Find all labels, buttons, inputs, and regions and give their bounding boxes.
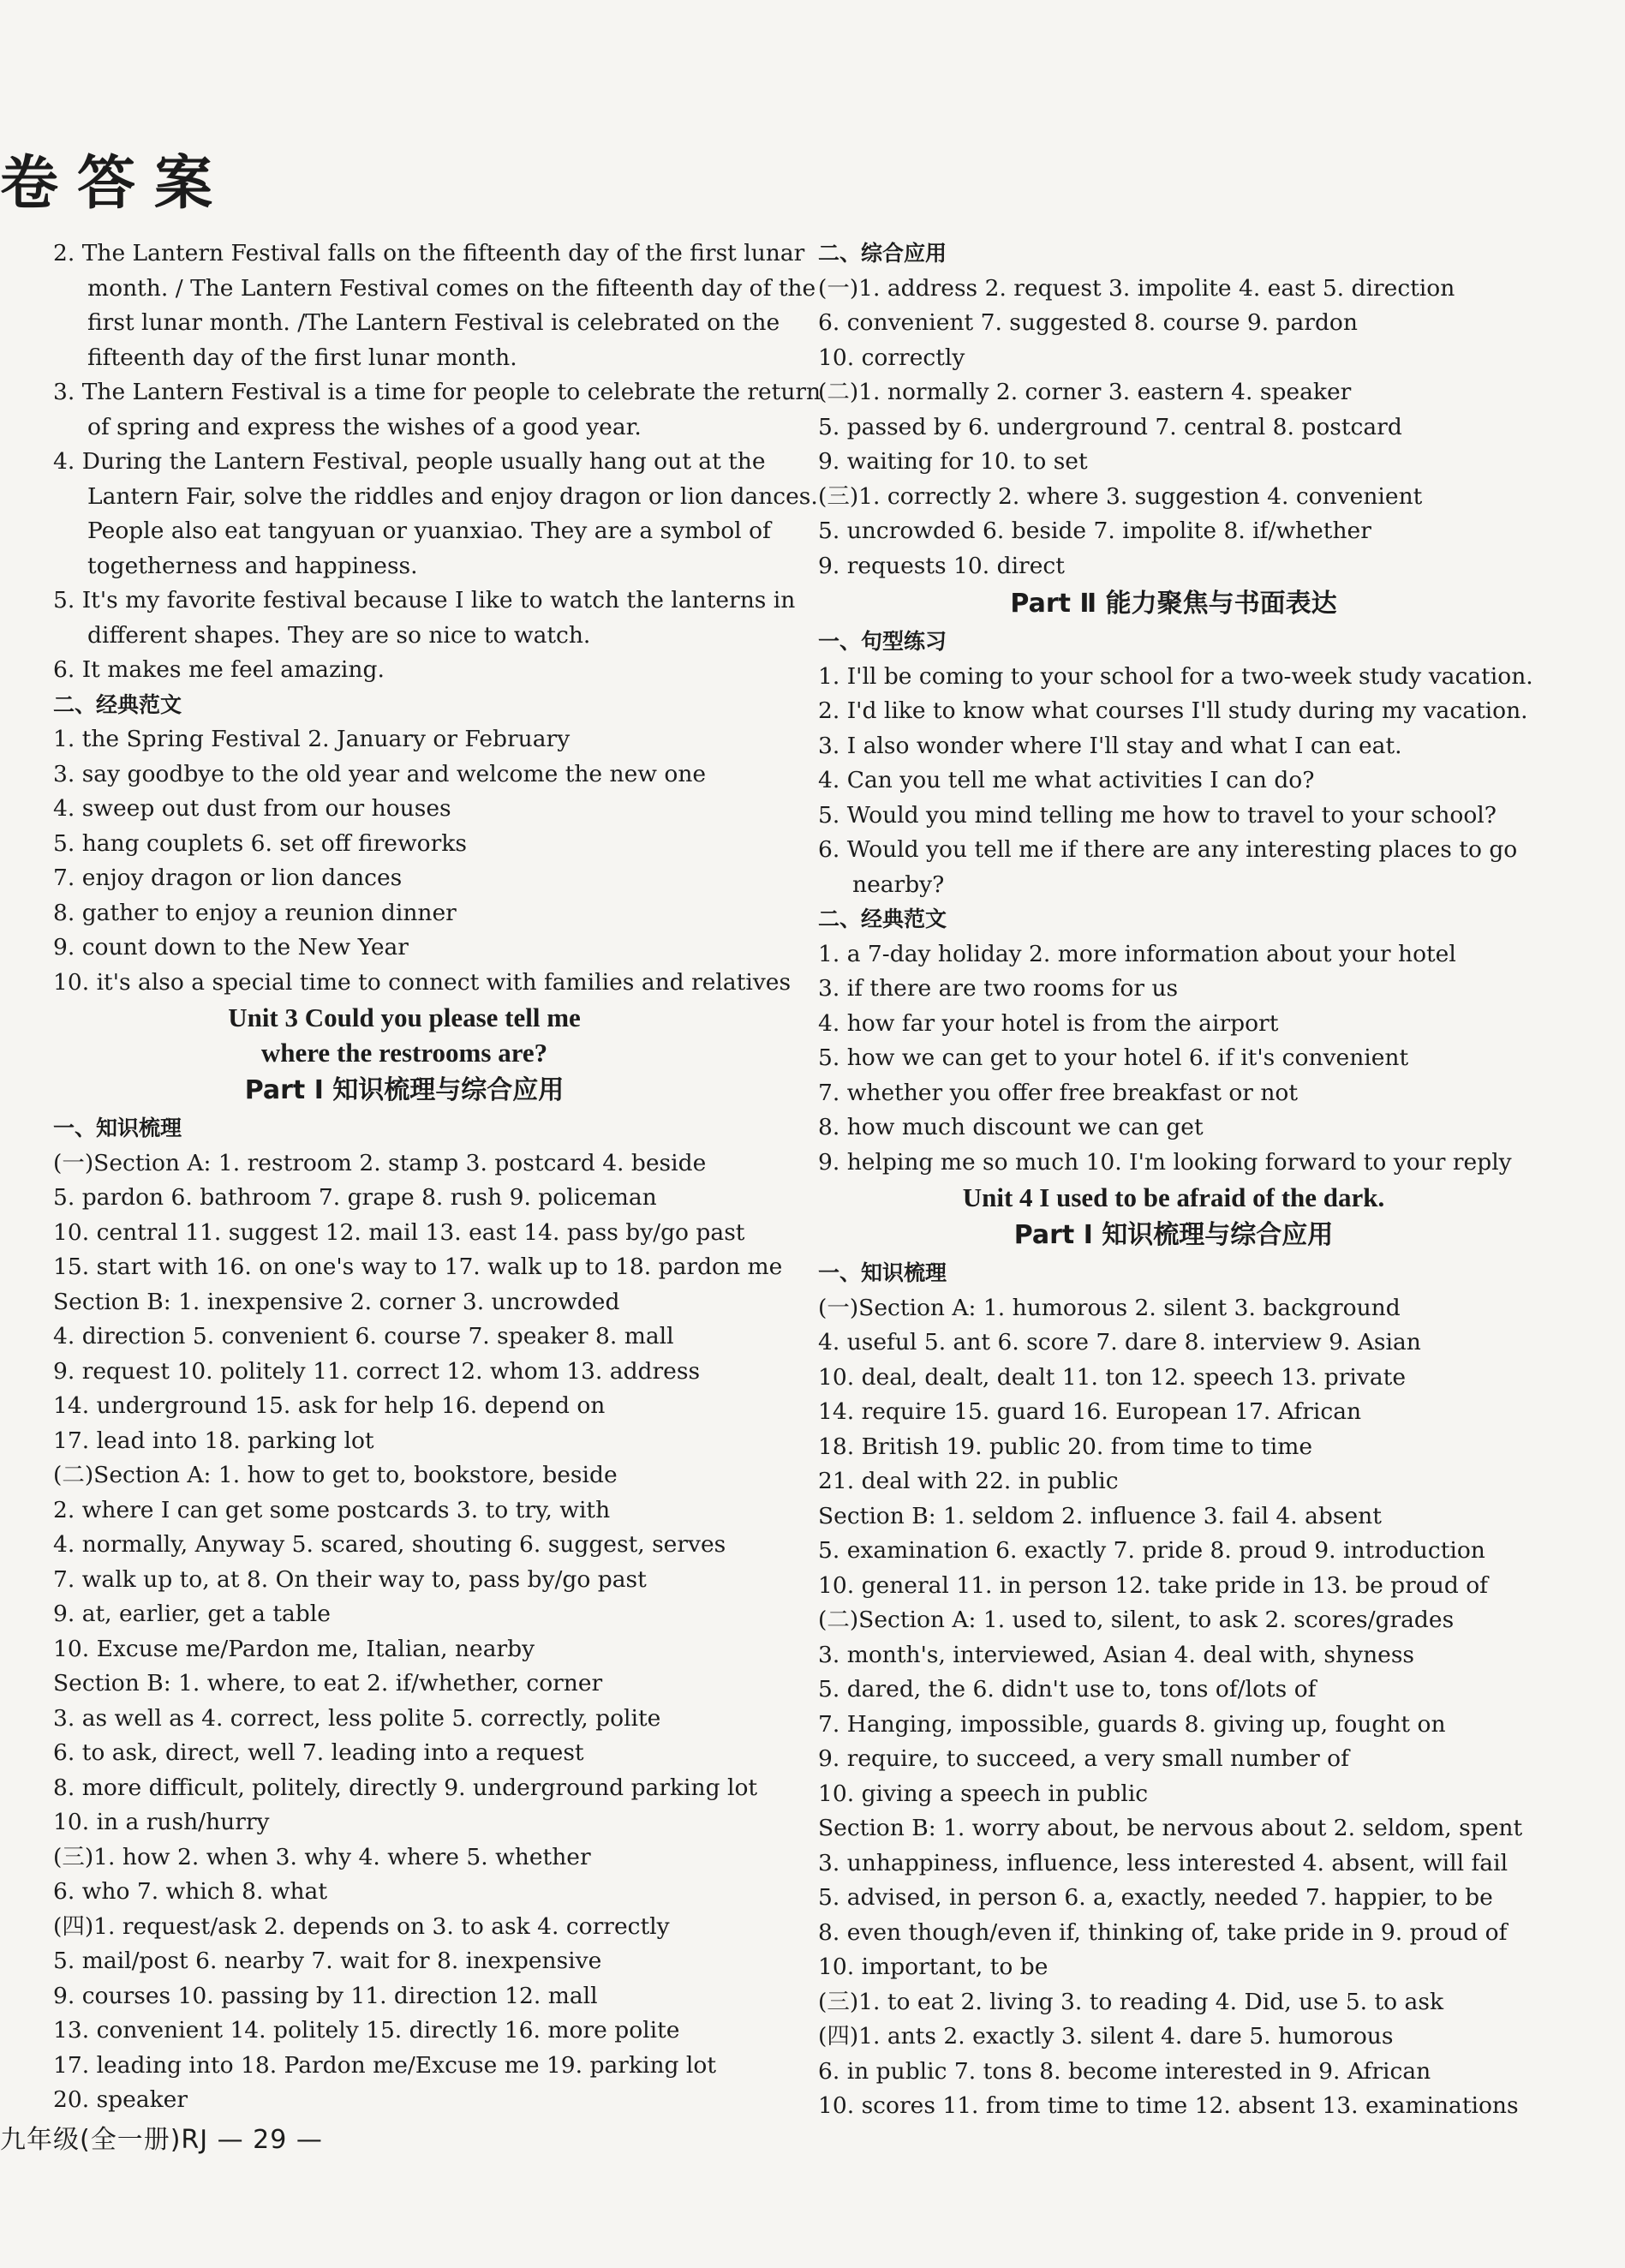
answer-line: 3. as well as 4. correct, less polite 5. correctly, polite [53, 1704, 661, 1732]
answer-line: 3. I also wonder where I'll stay and what I can eat. [818, 732, 1402, 759]
answer-line: 3. The Lantern Festival is a time for people to celebrate the return [53, 379, 821, 405]
answer-line: 2. The Lantern Festival falls on the fifteenth day of the first lunar [53, 240, 805, 266]
answer-line: 1. a 7-day holiday 2. more information about your hotel [818, 940, 1456, 967]
answer-line: 9. request 10. politely 11. correct 12. whom 13. address [53, 1357, 701, 1385]
answer-line: 5. pardon 6. bathroom 7. grape 8. rush 9. policeman [53, 1184, 657, 1211]
part-heading: Part Ⅰ 知识梳理与综合应用 [1013, 1220, 1334, 1250]
answer-line: 8. gather to enjoy a reunion dinner [53, 899, 457, 926]
answer-line: 3. unhappiness, influence, less interested 4. absent, will fail [818, 1849, 1509, 1876]
answer-line: 1. I'll be coming to your school for a two-week study vacation. [818, 662, 1533, 690]
answer-line: 20. speaker [53, 2086, 188, 2113]
unit-heading: Unit 3 Could you please tell me [228, 1002, 581, 1032]
answer-line: 17. lead into 18. parking lot [53, 1427, 374, 1454]
answer-line: (一)Section A: 1. humorous 2. silent 3. background [818, 1294, 1401, 1321]
answer-line: (一)1. address 2. request 3. impolite 4. east 5. direction [818, 274, 1455, 302]
answer-line: 5. how we can get to your hotel 6. if it's convenient [818, 1044, 1409, 1071]
answer-line: 6. who 7. which 8. what [53, 1878, 328, 1905]
answer-line: 5. It's my favorite festival because I like to watch the lanterns in [53, 587, 796, 613]
answer-line: 14. underground 15. ask for help 16. depend on [53, 1392, 606, 1419]
answer-line: Section B: 1. where, to eat 2. if/whether, corner [53, 1670, 603, 1697]
answer-line: 13. convenient 14. politely 15. directly 16. more polite [53, 2017, 680, 2044]
answer-line: 17. leading into 18. Pardon me/Excuse me 19. parking lot [53, 2051, 717, 2079]
answer-line: 2. I'd like to know what courses I'll study during my vacation. [818, 697, 1528, 724]
answer-line: 4. normally, Anyway 5. scared, shouting 6. suggest, serves [53, 1531, 726, 1558]
answer-line: (二)1. normally 2. corner 3. eastern 4. speaker [818, 379, 1352, 405]
answer-line: 8. even though/even if, thinking of, take pride in 9. proud of [818, 1918, 1508, 1946]
answer-line: Section B: 1. inexpensive 2. corner 3. uncrowded [53, 1288, 620, 1315]
answer-line: 6. It makes me feel amazing. [53, 656, 385, 683]
answer-line: (四)1. ants 2. exactly 3. silent 4. dare 5. humorous [818, 2023, 1394, 2050]
answer-line: 18. British 19. public 20. from time to time [818, 1433, 1313, 1460]
answer-line: 1. the Spring Festival 2. January or February [53, 726, 571, 752]
answer-line-continued: different shapes. They are so nice to watch. [87, 621, 591, 649]
answer-line: 4. During the Lantern Festival, people usually hang out at the [53, 448, 766, 475]
answer-line: (二)Section A: 1. how to get to, bookstore, beside [53, 1462, 618, 1488]
unit-heading: where the restrooms are? [260, 1038, 548, 1068]
answer-line-continued: nearby? [852, 871, 945, 898]
answer-line: 7. enjoy dragon or lion dances [53, 865, 403, 891]
section-heading: 二、经典范文 [818, 907, 947, 931]
answer-line: 5. passed by 6. underground 7. central 8. postcard [818, 413, 1402, 440]
page-title: 卷答案 [0, 150, 232, 218]
answer-line: 10. important, to be [818, 1954, 1048, 1980]
answer-line: 6. in public 7. tons 8. become interested in 9. African [818, 2057, 1431, 2085]
unit-heading: Unit 4 I used to be afraid of the dark. [962, 1182, 1385, 1212]
answer-line: (三)1. correctly 2. where 3. suggestion 4. convenient [818, 482, 1423, 510]
answer-line-continued: first lunar month. /The Lantern Festival is celebrated on the [87, 309, 780, 336]
answer-line: 9. requests 10. direct [818, 552, 1065, 579]
answer-line: 21. deal with 22. in public [818, 1468, 1119, 1494]
answer-line: 7. walk up to, at 8. On their way to, pass by/go past [53, 1565, 647, 1593]
answer-line: 9. waiting for 10. to set [818, 448, 1088, 475]
answer-line: 3. say goodbye to the old year and welcome the new one [53, 760, 707, 787]
answer-line: 9. count down to the New Year [53, 934, 409, 960]
answer-line: 6. convenient 7. suggested 8. course 9. pardon [818, 309, 1358, 336]
answer-line-continued: togetherness and happiness. [87, 552, 418, 579]
answer-line: 4. Can you tell me what activities I can do? [818, 767, 1315, 793]
answer-line: 3. if there are two rooms for us [818, 975, 1179, 1002]
answer-line: (四)1. request/ask 2. depends on 3. to ask 4. correctly [53, 1912, 670, 1940]
answer-line: 4. direction 5. convenient 6. course 7. speaker 8. mall [53, 1323, 674, 1349]
answer-line: 8. more difficult, politely, directly 9. underground parking lot [53, 1774, 758, 1801]
section-heading: 二、经典范文 [53, 691, 182, 717]
answer-line: Section B: 1. seldom 2. influence 3. fail 4. absent [818, 1502, 1382, 1529]
answer-line: 10. central 11. suggest 12. mail 13. east 14. pass by/go past [53, 1218, 745, 1246]
answer-line-continued: Lantern Fair, solve the riddles and enjoy dragon or lion dances. [87, 482, 818, 510]
answer-line: 5. dared, the 6. didn't use to, tons of/lots of [818, 1676, 1317, 1702]
answer-line: 7. Hanging, impossible, guards 8. giving up, fought on [818, 1710, 1446, 1738]
part-heading: Part Ⅱ 能力聚焦与书面表达 [1010, 589, 1337, 619]
answer-line: 2. where I can get some postcards 3. to try, with [53, 1496, 611, 1523]
answer-line: 5. advised, in person 6. a, exactly, needed 7. happier, to be [818, 1884, 1493, 1911]
answer-line: 5. Would you mind telling me how to travel to your school? [818, 801, 1497, 829]
answer-line: 10. general 11. in person 12. take pride in 13. be proud of [818, 1571, 1488, 1599]
answer-line: 5. hang couplets 6. set off fireworks [53, 829, 467, 857]
answer-line: (一)Section A: 1. restroom 2. stamp 3. postcard 4. beside [53, 1149, 707, 1176]
answer-line: 4. sweep out dust from our houses [53, 795, 451, 822]
section-heading: 一、知识梳理 [53, 1116, 182, 1140]
answer-line: 14. require 15. guard 16. European 17. African [818, 1398, 1362, 1425]
answer-line-continued: month. / The Lantern Festival comes on the fifteenth day of the [87, 274, 816, 302]
answer-line: 10. in a rush/hurry [53, 1809, 270, 1835]
answer-line: 10. Excuse me/Pardon me, Italian, nearby [53, 1635, 535, 1662]
answer-line: 15. start with 16. on one's way to 17. walk up to 18. pardon me [53, 1254, 783, 1280]
answer-line: (三)1. to eat 2. living 3. to reading 4. Did, use 5. to ask [818, 1988, 1444, 2015]
left-answer-column [53, 236, 821, 2118]
answer-line: 9. helping me so much 10. I'm looking forward to your reply [818, 1148, 1512, 1176]
answer-line-continued: fifteenth day of the first lunar month. [87, 344, 517, 371]
answer-line: (二)Section A: 1. used to, silent, to ask 2. scores/grades [818, 1607, 1455, 1633]
answer-line: 3. month's, interviewed, Asian 4. deal with, shyness [818, 1641, 1415, 1668]
answer-line: (三)1. how 2. when 3. why 4. where 5. whether [53, 1843, 591, 1870]
answer-line: 9. courses 10. passing by 11. direction 12. mall [53, 1982, 598, 2009]
answer-line: 8. how much discount we can get [818, 1114, 1204, 1140]
answer-line: 5. examination 6. exactly 7. pride 8. proud 9. introduction [818, 1537, 1485, 1564]
answer-line: 10. giving a speech in public [818, 1780, 1149, 1807]
right-answer-column [818, 236, 1533, 2124]
page-footer: 九年级(全一册)RJ — 29 — [0, 2125, 323, 2155]
answer-line: 7. whether you offer free breakfast or not [818, 1079, 1299, 1106]
section-heading: 一、句型练习 [818, 629, 947, 654]
section-heading: 二、综合应用 [818, 241, 947, 266]
answer-line: 6. to ask, direct, well 7. leading into a request [53, 1739, 584, 1766]
answer-line: 4. useful 5. ant 6. score 7. dare 8. interview 9. Asian [818, 1329, 1421, 1355]
answer-line: 9. require, to succeed, a very small number of [818, 1745, 1349, 1772]
answer-line: 9. at, earlier, get a table [53, 1601, 331, 1627]
answer-line: 10. it's also a special time to connect with families and relatives [53, 968, 792, 996]
answer-line: 4. how far your hotel is from the airport [818, 1009, 1279, 1037]
answer-line: 5. uncrowded 6. beside 7. impolite 8. if/whether [818, 518, 1371, 544]
answer-line: 5. mail/post 6. nearby 7. wait for 8. inexpensive [53, 1948, 602, 1974]
answer-line: 10. scores 11. from time to time 12. absent 13. examinations [818, 2092, 1519, 2119]
answer-line-continued: People also eat tangyuan or yuanxiao. They are a symbol of [87, 518, 771, 544]
answer-line: 10. deal, dealt, dealt 11. ton 12. speech 13. private [818, 1363, 1407, 1391]
answer-line: Section B: 1. worry about, be nervous about 2. seldom, spent [818, 1815, 1523, 1841]
answer-line: 6. Would you tell me if there are any interesting places to go [818, 836, 1518, 863]
section-heading: 一、知识梳理 [818, 1260, 947, 1285]
answer-line-continued: of spring and express the wishes of a good year. [87, 413, 642, 440]
part-heading: Part Ⅰ 知识梳理与综合应用 [244, 1075, 565, 1105]
answer-line: 10. correctly [818, 344, 965, 371]
